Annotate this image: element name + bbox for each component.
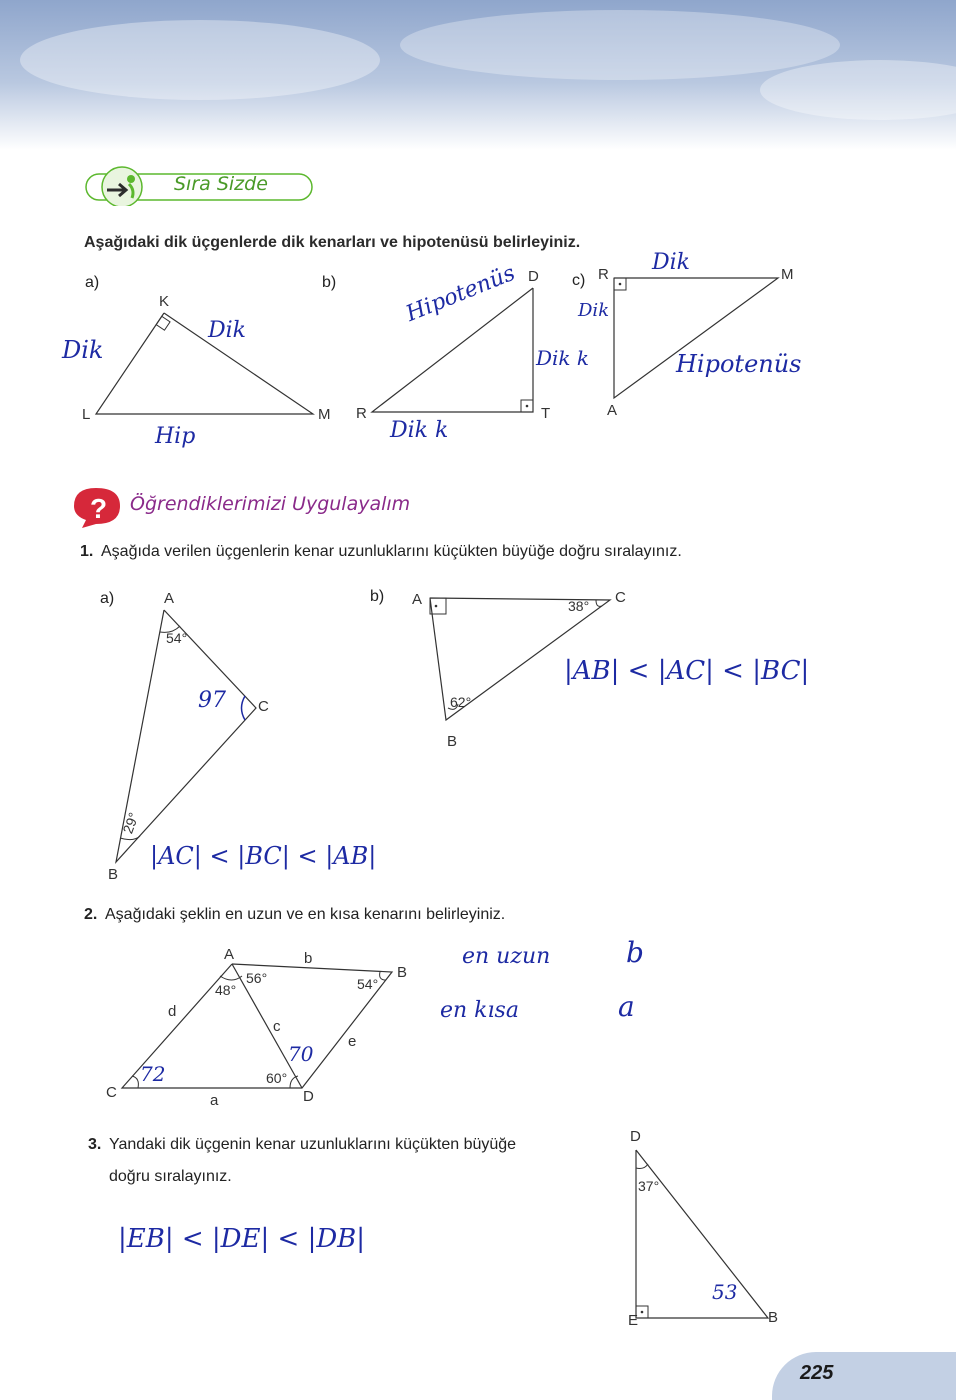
q1b-angle-c: 38°	[568, 598, 590, 614]
q1a-angle-b: 29°	[119, 810, 142, 836]
vertex-m: M	[318, 406, 331, 423]
q3-text-line1: Yandaki dik üçgenin kenar uzunluklarını küçükten büyüğe	[109, 1136, 517, 1153]
sky-banner	[0, 0, 956, 150]
q2-handwritten-angle-c: 72	[140, 1062, 166, 1086]
badge-title: Sıra Sizde	[174, 173, 268, 195]
q1b-vertex-b: B	[447, 733, 458, 750]
q1b-angle-b: 62°	[450, 694, 472, 710]
answer-b-right-side: Dik k	[536, 346, 590, 370]
q1a-vertex-a: A	[164, 590, 175, 607]
answer-a-left-side: Dik	[62, 336, 104, 364]
q2-answer-longest-value: b	[626, 936, 644, 969]
q2-vertex-c: C	[106, 1084, 117, 1101]
q2-side-b: b	[304, 950, 313, 967]
runner-arrow-icon	[102, 170, 142, 204]
q2-angle-48: 48°	[215, 982, 237, 998]
svg-text:?: ?	[90, 493, 108, 524]
q2-vertex-b: B	[397, 964, 408, 981]
q2-side-a: a	[210, 1092, 219, 1109]
q1b-label: b)	[370, 588, 385, 605]
q2-answer-longest-label: en uzun	[462, 944, 551, 969]
q2-angle-60: 60°	[266, 1070, 288, 1086]
answer-a-right-side: Dik	[208, 318, 247, 343]
vertex-a-c: A	[607, 402, 618, 419]
triangle-rma	[600, 268, 800, 408]
triangle-klm	[60, 290, 350, 460]
q1a-vertex-b: B	[108, 866, 119, 883]
q2-vertex-a: A	[224, 946, 235, 963]
vertex-d: D	[528, 268, 539, 285]
vertex-l: L	[82, 406, 91, 423]
q1-text: Aşağıda verilen üçgenlerin kenar uzunluklarını küçükten büyüğe doğru sıralayınız.	[101, 543, 682, 560]
answer-c-hypotenuse: Hipotenüs	[676, 350, 802, 378]
q3-number: 3.	[88, 1136, 102, 1153]
q2-side-d: d	[168, 1003, 177, 1020]
answer-b-bottom-side: Dik k	[390, 418, 449, 443]
answer-a-bottom-side: Hip	[155, 424, 196, 449]
triangle-q3	[620, 1140, 780, 1325]
triangle-q1a	[100, 600, 280, 875]
q3-vertex-e: E	[628, 1312, 639, 1329]
q3-text-line2: doğru sıralayınız.	[109, 1168, 232, 1185]
q1-number: 1.	[80, 543, 94, 560]
question-mark-icon	[68, 482, 128, 530]
q2-text: Aşağıdaki şeklin en uzun ve en kısa kenarını belirleyiniz.	[105, 906, 506, 923]
q2-angle-56: 56°	[246, 970, 268, 986]
practice-title: Öğrendiklerimizi Uygulayalım	[130, 493, 411, 515]
vertex-k: K	[159, 293, 170, 310]
q3-angle-d: 37°	[638, 1178, 660, 1194]
q2-angle-54: 54°	[357, 976, 379, 992]
vertex-r: R	[356, 405, 367, 422]
answer-c-left-side: Dik	[578, 300, 610, 321]
activity-instruction: Aşağıdaki dik üçgenlerde dik kenarları ve hipotenüsü belirleyiniz.	[84, 234, 581, 251]
q2-answer-shortest-value: a	[618, 990, 635, 1023]
q3-vertex-d: D	[630, 1128, 641, 1145]
vertex-t: T	[541, 405, 551, 422]
q3-handwritten-angle-b: 53	[712, 1280, 738, 1304]
part-c-label: c)	[572, 272, 586, 289]
q1a-vertex-c: C	[258, 698, 269, 715]
q1a-label: a)	[100, 590, 115, 607]
vertex-r-c: R	[598, 266, 609, 283]
q2-vertex-d: D	[303, 1088, 314, 1105]
vertex-m-c: M	[781, 266, 794, 283]
q1b-answer: |AB| < |AC| < |BC|	[564, 656, 810, 686]
answer-b-hypotenuse: Hipotenüs	[402, 260, 519, 327]
q2-side-e: e	[348, 1033, 357, 1050]
q1a-angle-a: 54°	[166, 630, 188, 646]
page-number: 225	[800, 1362, 834, 1384]
part-a-label: a)	[85, 274, 100, 291]
q2-number: 2.	[84, 906, 98, 923]
q3-vertex-b: B	[768, 1309, 779, 1326]
q1b-vertex-c: C	[615, 589, 626, 606]
q2-side-c: c	[273, 1018, 281, 1035]
q1a-handwritten-angle-c: 97	[198, 688, 226, 713]
q1a-answer: |AC| < |BC| < |AB|	[150, 842, 377, 870]
section-badge	[82, 164, 314, 206]
q2-answer-shortest-label: en kısa	[440, 998, 519, 1023]
part-b-label: b)	[322, 274, 337, 291]
q2-handwritten-angle-d: 70	[288, 1042, 314, 1066]
q1b-vertex-a: A	[412, 591, 423, 608]
q3-answer: |EB| < |DE| < |DB|	[118, 1224, 366, 1254]
answer-c-top-side: Dik	[652, 250, 691, 275]
